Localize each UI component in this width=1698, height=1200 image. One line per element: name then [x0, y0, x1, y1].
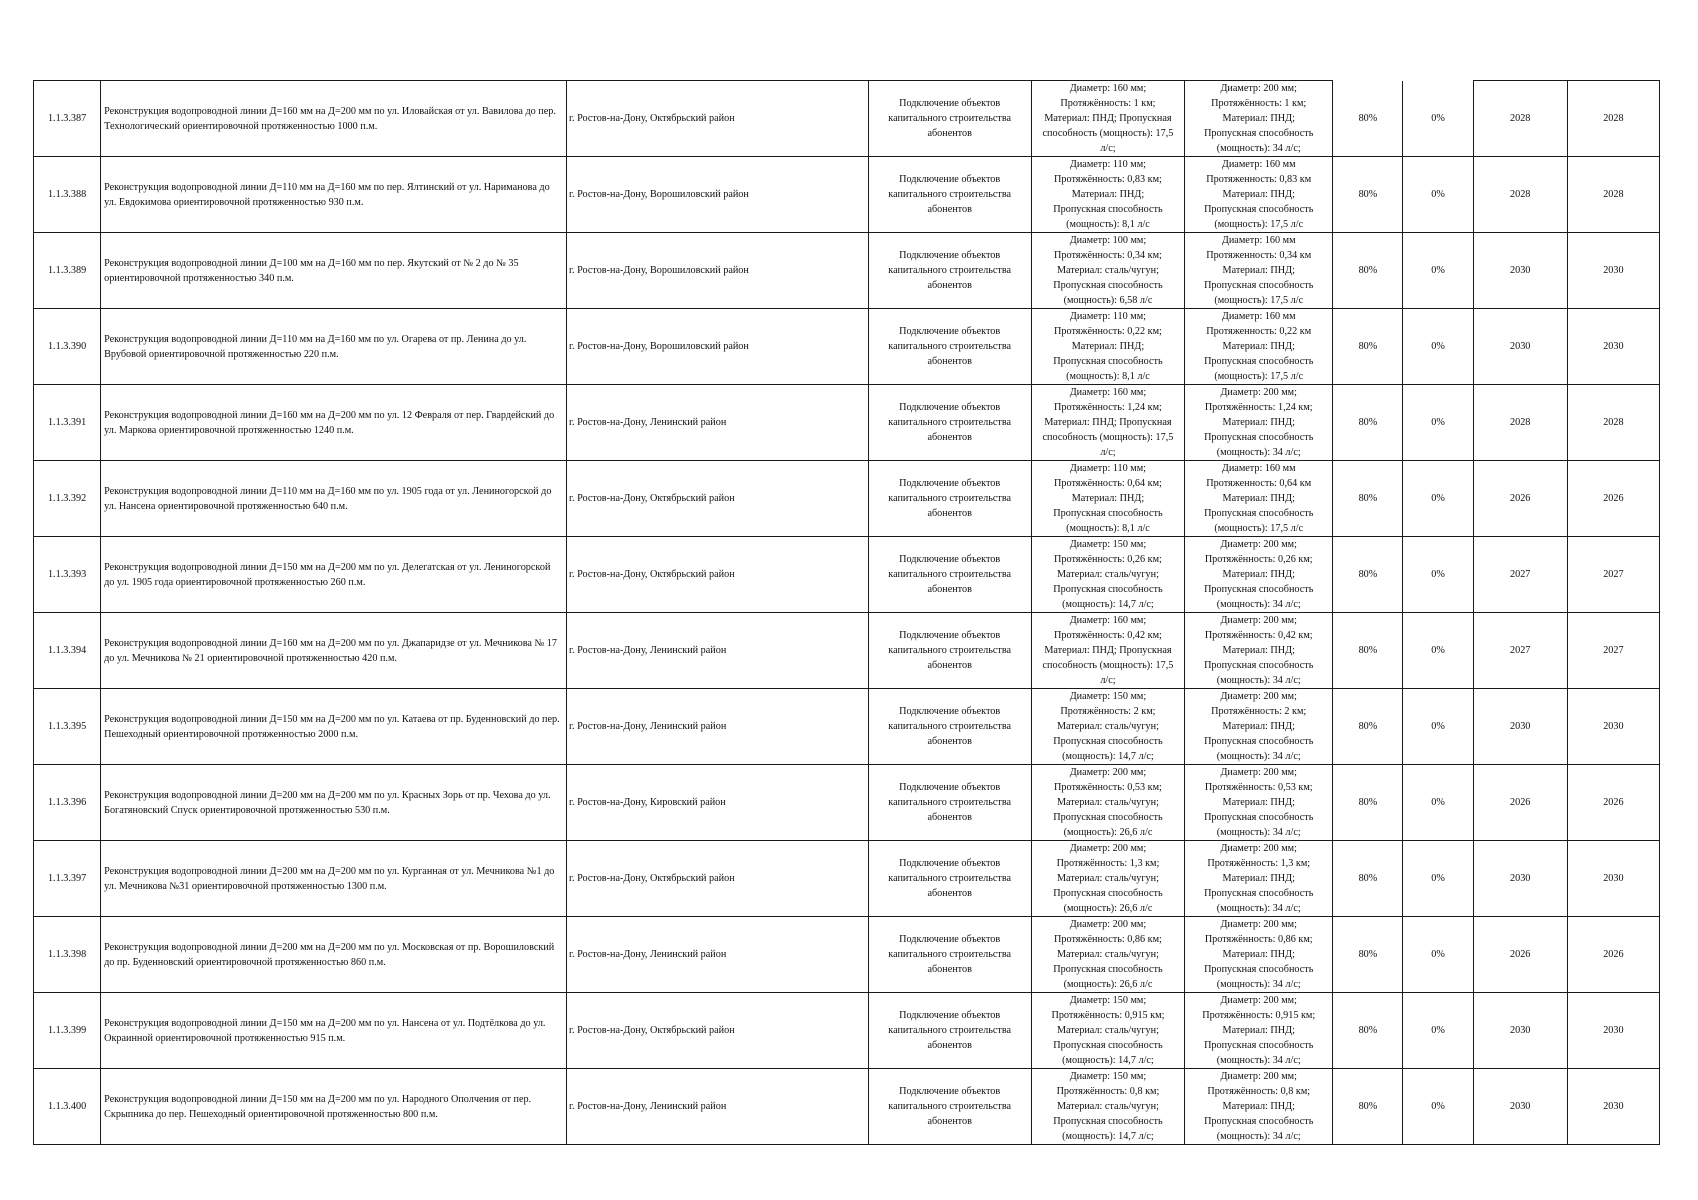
spec-line: л/с; — [1100, 447, 1116, 458]
spec-line: л/с; — [1100, 143, 1116, 154]
spec-after-cell — [1185, 537, 1333, 613]
project-name-cell: Реконструкция водопроводной линии Д=110 мм на Д=160 мм по пер. Ялтинский от ул. Нариманова до ул. Евдокимова ориентировочной протяженностью 930 п.м. — [101, 157, 567, 233]
spec-line: Материал: сталь/чугун; — [1056, 265, 1159, 276]
spec-line: Диаметр: 150 мм; — [1069, 995, 1147, 1006]
spec-line: Диаметр: 200 мм; — [1220, 919, 1297, 930]
spec-line: способность (мощность): 17,5 — [1042, 432, 1174, 443]
percent-2-cell: 0% — [1403, 689, 1473, 765]
purpose-cell: Подключение объектов капитального строительства абонентов — [868, 689, 1031, 765]
percent-1-cell: 80% — [1333, 461, 1403, 537]
project-name-cell: Реконструкция водопроводной линии Д=110 мм на Д=160 мм по ул. Огарева от пр. Ленина до ул. Врубовой ориентировочной протяженностью 220 п.м. — [101, 309, 567, 385]
spec-before-cell — [1031, 917, 1184, 993]
spec-line: Протяжённость: 1,3 км; — [1207, 858, 1311, 869]
spec-line: Пропускная способность — [1053, 356, 1163, 367]
purpose-cell: Подключение объектов капитального строительства абонентов — [868, 81, 1031, 157]
spec-line: Пропускная способность — [1204, 204, 1314, 215]
spec-line: Диаметр: 200 мм; — [1220, 539, 1297, 550]
spec-line: (мощность): 34 л/с; — [1216, 751, 1301, 762]
spec-line: Диаметр: 150 мм; — [1069, 1071, 1147, 1082]
spec-line: Протяжённость: 1 км; — [1060, 98, 1156, 109]
year-start-cell: 2030 — [1473, 233, 1567, 309]
location-cell: г. Ростов-на-Дону, Октябрьский район — [566, 81, 868, 157]
percent-2-cell: 0% — [1403, 385, 1473, 461]
year-end-cell: 2030 — [1567, 1069, 1659, 1145]
spec-line: Пропускная способность — [1053, 1116, 1163, 1127]
spec-line: Материал: ПНД; — [1071, 493, 1145, 504]
purpose-cell: Подключение объектов капитального строительства абонентов — [868, 157, 1031, 233]
spec-line: Пропускная способность — [1204, 280, 1314, 291]
year-start-cell: 2027 — [1473, 537, 1567, 613]
spec-line: Протяжённость: 0,34 км; — [1054, 250, 1162, 261]
spec-line: (мощность): 26,6 л/с — [1063, 979, 1153, 990]
spec-line: Протяжённость: 0,86 км; — [1204, 934, 1313, 945]
percent-2-cell: 0% — [1403, 993, 1473, 1069]
year-start-cell: 2028 — [1473, 157, 1567, 233]
table-row — [34, 537, 1660, 613]
year-start-cell: 2030 — [1473, 993, 1567, 1069]
spec-line: Диаметр: 200 мм; — [1220, 387, 1297, 398]
spec-line: (мощность): 34 л/с; — [1216, 675, 1301, 686]
spec-line: Диаметр: 110 мм; — [1069, 463, 1147, 474]
table-row — [34, 385, 1660, 461]
percent-1-cell: 80% — [1333, 233, 1403, 309]
spec-line: Протяжённость: 2 км; — [1211, 706, 1307, 717]
spec-before-cell — [1031, 461, 1184, 537]
spec-line: (мощность): 34 л/с; — [1216, 447, 1301, 458]
table-row — [34, 233, 1660, 309]
spec-before-cell — [1031, 385, 1184, 461]
year-start-cell: 2030 — [1473, 1069, 1567, 1145]
spec-line: Пропускная способность — [1204, 1040, 1314, 1051]
spec-line: Диаметр: 200 мм; — [1069, 919, 1147, 930]
spec-line: Материал: ПНД; — [1222, 341, 1295, 352]
spec-line: Диаметр: 150 мм; — [1069, 691, 1147, 702]
spec-line: Протяжённость: 1,24 км; — [1204, 402, 1313, 413]
spec-before-cell — [1031, 81, 1184, 157]
spec-before-cell — [1031, 993, 1184, 1069]
spec-line: Материал: ПНД; — [1222, 949, 1295, 960]
purpose-cell: Подключение объектов капитального строительства абонентов — [868, 461, 1031, 537]
spec-line: (мощность): 34 л/с; — [1216, 979, 1301, 990]
spec-line: Диаметр: 160 мм; — [1069, 615, 1147, 626]
row-number-cell: 1.1.3.391 — [34, 385, 101, 461]
row-number-cell: 1.1.3.395 — [34, 689, 101, 765]
spec-line: Материал: ПНД; — [1222, 1025, 1295, 1036]
location-cell: г. Ростов-на-Дону, Кировский район — [566, 765, 868, 841]
spec-line: Материал: ПНД; Пропускная — [1044, 645, 1172, 656]
spec-line: Протяжённость: 0,64 км; — [1054, 478, 1162, 489]
row-number-cell: 1.1.3.399 — [34, 993, 101, 1069]
spec-line: (мощность): 8,1 л/с — [1066, 523, 1150, 534]
percent-2-cell: 0% — [1403, 81, 1473, 157]
spec-after-cell — [1185, 233, 1333, 309]
spec-line: Протяжённость: 0,915 км; — [1202, 1010, 1316, 1021]
row-number-cell: 1.1.3.389 — [34, 233, 101, 309]
project-name-cell: Реконструкция водопроводной линии Д=110 мм на Д=160 мм по ул. 1905 года от ул. Лениногорской до ул. Нансена ориентировочной протяженностью 640 п.м. — [101, 461, 567, 537]
spec-line: Материал: ПНД; — [1222, 873, 1295, 884]
spec-after-cell — [1185, 157, 1333, 233]
spec-line: Материал: сталь/чугун; — [1056, 721, 1159, 732]
spec-line: Протяжённость: 0,42 км; — [1204, 630, 1313, 641]
percent-1-cell: 80% — [1333, 537, 1403, 613]
location-cell: г. Ростов-на-Дону, Ленинский район — [566, 385, 868, 461]
project-name-cell: Реконструкция водопроводной линии Д=160 мм на Д=200 мм по ул. 12 Февраля от пер. Гвардейский до ул. Маркова ориентировочной протяженностью 1240 п.м. — [101, 385, 567, 461]
table-row — [34, 461, 1660, 537]
row-number-cell: 1.1.3.390 — [34, 309, 101, 385]
spec-line: Диаметр: 200 мм; — [1220, 691, 1297, 702]
percent-2-cell: 0% — [1403, 233, 1473, 309]
row-number-cell: 1.1.3.396 — [34, 765, 101, 841]
table-row — [34, 689, 1660, 765]
spec-line: Протяжённость: 0,53 км; — [1054, 782, 1162, 793]
year-end-cell: 2030 — [1567, 233, 1659, 309]
spec-before-cell — [1031, 841, 1184, 917]
spec-line: (мощность): 34 л/с; — [1216, 903, 1301, 914]
spec-after-cell — [1185, 841, 1333, 917]
location-cell: г. Ростов-на-Дону, Ленинский район — [566, 1069, 868, 1145]
spec-line: Протяжённость: 1,24 км; — [1054, 402, 1162, 413]
purpose-cell: Подключение объектов капитального строительства абонентов — [868, 765, 1031, 841]
spec-line: Протяжённость: 0,22 км; — [1054, 326, 1162, 337]
spec-before-cell — [1031, 157, 1184, 233]
spec-line: Протяжённость: 2 км; — [1060, 706, 1156, 717]
table-body — [34, 81, 1660, 1145]
table-row — [34, 993, 1660, 1069]
spec-line: (мощность): 34 л/с; — [1216, 1055, 1301, 1066]
spec-line: Пропускная способность — [1204, 1116, 1314, 1127]
percent-1-cell: 80% — [1333, 765, 1403, 841]
spec-line: Пропускная способность — [1053, 812, 1163, 823]
spec-line: Материал: сталь/чугун; — [1056, 1025, 1159, 1036]
spec-line: Протяженность: 0,34 км — [1206, 250, 1312, 261]
percent-2-cell: 0% — [1403, 1069, 1473, 1145]
spec-before-cell — [1031, 537, 1184, 613]
spec-line: (мощность): 34 л/с; — [1216, 599, 1301, 610]
spec-line: способность (мощность): 17,5 — [1042, 128, 1174, 139]
spec-line: Диаметр: 200 мм; — [1220, 767, 1297, 778]
spec-before-cell — [1031, 689, 1184, 765]
spec-line: Материал: ПНД; Пропускная — [1044, 417, 1172, 428]
spec-line: Протяжённость: 0,83 км; — [1054, 174, 1162, 185]
table-row — [34, 917, 1660, 993]
percent-2-cell: 0% — [1403, 765, 1473, 841]
table-row — [34, 81, 1660, 157]
percent-1-cell: 80% — [1333, 613, 1403, 689]
spec-after-cell — [1185, 917, 1333, 993]
spec-line: Пропускная способность — [1204, 584, 1314, 595]
percent-2-cell: 0% — [1403, 917, 1473, 993]
spec-line: Диаметр: 160 мм — [1221, 235, 1296, 246]
spec-line: Материал: сталь/чугун; — [1056, 797, 1159, 808]
year-start-cell: 2027 — [1473, 613, 1567, 689]
table-row — [34, 1069, 1660, 1145]
spec-line: Материал: ПНД; — [1222, 189, 1295, 200]
purpose-cell: Подключение объектов капитального строительства абонентов — [868, 385, 1031, 461]
spec-line: Пропускная способность — [1204, 964, 1314, 975]
year-end-cell: 2028 — [1567, 157, 1659, 233]
project-name-cell: Реконструкция водопроводной линии Д=150 мм на Д=200 мм по ул. Делегатская от ул. Лениногорской до ул. 1905 года ориентировочной протяженностью 260 п.м. — [101, 537, 567, 613]
spec-line: Материал: ПНД; Пропускная — [1044, 113, 1172, 124]
spec-line: Материал: ПНД; — [1071, 189, 1145, 200]
project-name-cell: Реконструкция водопроводной линии Д=160 мм на Д=200 мм по ул. Джапаридзе от ул. Мечникова № 17 до ул. Мечникова № 21 ориентировочной протяженностью 420 п.м. — [101, 613, 567, 689]
year-start-cell: 2030 — [1473, 841, 1567, 917]
percent-1-cell: 80% — [1333, 993, 1403, 1069]
location-cell: г. Ростов-на-Дону, Ленинский район — [566, 917, 868, 993]
spec-line: (мощность): 34 л/с; — [1216, 1131, 1301, 1142]
spec-line: Пропускная способность — [1204, 812, 1314, 823]
percent-1-cell: 80% — [1333, 385, 1403, 461]
row-number-cell: 1.1.3.394 — [34, 613, 101, 689]
year-start-cell: 2026 — [1473, 765, 1567, 841]
spec-line: Пропускная способность — [1204, 128, 1314, 139]
spec-line: Протяжённость: 0,8 км; — [1056, 1086, 1160, 1097]
row-number-cell: 1.1.3.400 — [34, 1069, 101, 1145]
spec-line: Пропускная способность — [1204, 736, 1314, 747]
spec-line: Протяженность: 0,83 км — [1206, 174, 1312, 185]
year-end-cell: 2028 — [1567, 385, 1659, 461]
year-end-cell: 2027 — [1567, 537, 1659, 613]
spec-line: способность (мощность): 17,5 — [1042, 660, 1174, 671]
spec-line: Протяжённость: 1 км; — [1211, 98, 1307, 109]
spec-line: Материал: сталь/чугун; — [1056, 949, 1159, 960]
location-cell: г. Ростов-на-Дону, Октябрьский район — [566, 461, 868, 537]
spec-before-cell — [1031, 1069, 1184, 1145]
spec-line: Протяжённость: 0,26 км; — [1054, 554, 1162, 565]
row-number-cell: 1.1.3.398 — [34, 917, 101, 993]
spec-line: Протяжённость: 0,8 км; — [1207, 1086, 1311, 1097]
spec-line: Диаметр: 150 мм; — [1069, 539, 1147, 550]
row-number-cell: 1.1.3.387 — [34, 81, 101, 157]
spec-line: (мощность): 14,7 л/с; — [1062, 599, 1154, 610]
spec-line: Материал: ПНД; — [1222, 645, 1295, 656]
spec-after-cell — [1185, 765, 1333, 841]
spec-line: Пропускная способность — [1204, 660, 1314, 671]
table-row — [34, 765, 1660, 841]
spec-after-cell — [1185, 613, 1333, 689]
spec-line: (мощность): 8,1 л/с — [1066, 371, 1150, 382]
spec-line: Материал: ПНД; — [1071, 341, 1145, 352]
spec-line: (мощность): 8,1 л/с — [1066, 219, 1150, 230]
spec-line: Диаметр: 200 мм; — [1220, 1071, 1297, 1082]
percent-2-cell: 0% — [1403, 841, 1473, 917]
spec-line: Пропускная способность — [1053, 736, 1163, 747]
spec-line: Материал: сталь/чугун; — [1056, 569, 1159, 580]
spec-after-cell — [1185, 385, 1333, 461]
purpose-cell: Подключение объектов капитального строительства абонентов — [868, 917, 1031, 993]
spec-after-cell — [1185, 1069, 1333, 1145]
percent-1-cell: 80% — [1333, 309, 1403, 385]
spec-line: (мощность): 34 л/с; — [1216, 827, 1301, 838]
project-name-cell: Реконструкция водопроводной линии Д=200 мм на Д=200 мм по ул. Московская от пр. Ворошиловский до пр. Буденновский ориентировочной протяженностью 860 п.м. — [101, 917, 567, 993]
spec-line: Протяженность: 0,22 км — [1206, 326, 1312, 337]
percent-1-cell: 80% — [1333, 157, 1403, 233]
year-end-cell: 2026 — [1567, 917, 1659, 993]
percent-2-cell: 0% — [1403, 309, 1473, 385]
purpose-cell: Подключение объектов капитального строительства абонентов — [868, 233, 1031, 309]
row-number-cell: 1.1.3.393 — [34, 537, 101, 613]
spec-before-cell — [1031, 613, 1184, 689]
purpose-cell: Подключение объектов капитального строительства абонентов — [868, 1069, 1031, 1145]
spec-line: Пропускная способность — [1053, 508, 1163, 519]
spec-line: Диаметр: 160 мм — [1221, 463, 1296, 474]
spec-line: Диаметр: 200 мм; — [1220, 83, 1297, 94]
spec-line: Протяжённость: 0,42 км; — [1054, 630, 1162, 641]
year-end-cell: 2030 — [1567, 841, 1659, 917]
year-start-cell: 2026 — [1473, 917, 1567, 993]
percent-1-cell: 80% — [1333, 81, 1403, 157]
spec-line: Пропускная способность — [1053, 1040, 1163, 1051]
year-end-cell: 2030 — [1567, 309, 1659, 385]
spec-line: Пропускная способность — [1204, 888, 1314, 899]
spec-line: (мощность): 6,58 л/с — [1063, 295, 1153, 306]
spec-line: (мощность): 17,5 л/с — [1214, 371, 1304, 382]
year-start-cell: 2030 — [1473, 309, 1567, 385]
spec-line: Диаметр: 160 мм; — [1069, 83, 1147, 94]
year-end-cell: 2028 — [1567, 81, 1659, 157]
spec-line: Протяжённость: 0,86 км; — [1054, 934, 1162, 945]
spec-line: Материал: ПНД; — [1222, 721, 1295, 732]
spec-before-cell — [1031, 765, 1184, 841]
spec-line: Диаметр: 160 мм — [1221, 311, 1296, 322]
spec-line: (мощность): 14,7 л/с; — [1062, 1131, 1154, 1142]
spec-line: Диаметр: 100 мм; — [1069, 235, 1147, 246]
investment-program-table — [33, 80, 1660, 1145]
project-name-cell: Реконструкция водопроводной линии Д=200 мм на Д=200 мм по ул. Курганная от ул. Мечникова №1 до ул. Мечникова №31 ориентировочной протяженностью 1300 п.м. — [101, 841, 567, 917]
percent-2-cell: 0% — [1403, 537, 1473, 613]
spec-line: Диаметр: 160 мм — [1221, 159, 1296, 170]
spec-line: Диаметр: 200 мм; — [1069, 843, 1147, 854]
spec-line: Материал: ПНД; — [1222, 493, 1295, 504]
spec-line: Материал: ПНД; — [1222, 113, 1295, 124]
spec-line: Протяжённость: 0,915 км; — [1051, 1010, 1165, 1021]
location-cell: г. Ростов-на-Дону, Ленинский район — [566, 689, 868, 765]
spec-line: Диаметр: 160 мм; — [1069, 387, 1147, 398]
row-number-cell: 1.1.3.388 — [34, 157, 101, 233]
spec-line: Пропускная способность — [1053, 280, 1163, 291]
project-name-cell: Реконструкция водопроводной линии Д=160 мм на Д=200 мм по ул. Иловайская от ул. Вавилова до пер. Технологический ориентировочной протяженностью 1000 п.м. — [101, 81, 567, 157]
year-start-cell: 2026 — [1473, 461, 1567, 537]
percent-2-cell: 0% — [1403, 157, 1473, 233]
purpose-cell: Подключение объектов капитального строительства абонентов — [868, 613, 1031, 689]
location-cell: г. Ростов-на-Дону, Октябрьский район — [566, 841, 868, 917]
spec-after-cell — [1185, 689, 1333, 765]
spec-line: Пропускная способность — [1053, 888, 1163, 899]
project-name-cell: Реконструкция водопроводной линии Д=150 мм на Д=200 мм по ул. Нансена от ул. Подтёлкова до ул. Окраинной ориентировочной протяженностью 915 п.м. — [101, 993, 567, 1069]
spec-line: (мощность): 17,5 л/с — [1214, 523, 1304, 534]
spec-line: Диаметр: 110 мм; — [1069, 159, 1147, 170]
percent-2-cell: 0% — [1403, 613, 1473, 689]
spec-line: Материал: ПНД; — [1222, 797, 1295, 808]
spec-line: Диаметр: 200 мм; — [1220, 843, 1297, 854]
year-end-cell: 2030 — [1567, 689, 1659, 765]
spec-line: (мощность): 26,6 л/с — [1063, 827, 1153, 838]
spec-line: Пропускная способность — [1053, 964, 1163, 975]
year-end-cell: 2030 — [1567, 993, 1659, 1069]
location-cell: г. Ростов-на-Дону, Ворошиловский район — [566, 157, 868, 233]
spec-line: Материал: ПНД; — [1222, 265, 1295, 276]
year-start-cell: 2030 — [1473, 689, 1567, 765]
spec-after-cell — [1185, 993, 1333, 1069]
spec-line: (мощность): 17,5 л/с — [1214, 219, 1304, 230]
location-cell: г. Ростов-на-Дону, Октябрьский район — [566, 993, 868, 1069]
spec-line: Материал: ПНД; — [1222, 417, 1295, 428]
percent-1-cell: 80% — [1333, 917, 1403, 993]
project-name-cell: Реконструкция водопроводной линии Д=200 мм на Д=200 мм по ул. Красных Зорь от пр. Чехова до ул. Богатяновский Спуск ориентировочной протяженностью 530 п.м. — [101, 765, 567, 841]
table-row — [34, 841, 1660, 917]
purpose-cell: Подключение объектов капитального строительства абонентов — [868, 537, 1031, 613]
purpose-cell: Подключение объектов капитального строительства абонентов — [868, 993, 1031, 1069]
spec-line: Протяжённость: 0,26 км; — [1204, 554, 1313, 565]
purpose-cell: Подключение объектов капитального строительства абонентов — [868, 309, 1031, 385]
project-name-cell: Реконструкция водопроводной линии Д=100 мм на Д=160 мм по пер. Якутский от № 2 до № 35 ориентировочной протяженностью 340 п.м. — [101, 233, 567, 309]
spec-line: Пропускная способность — [1204, 508, 1314, 519]
spec-line: Диаметр: 200 мм; — [1069, 767, 1147, 778]
table-row — [34, 613, 1660, 689]
spec-line: (мощность): 26,6 л/с — [1063, 903, 1153, 914]
percent-1-cell: 80% — [1333, 1069, 1403, 1145]
percent-1-cell: 80% — [1333, 689, 1403, 765]
spec-line: Диаметр: 200 мм; — [1220, 995, 1297, 1006]
spec-line: Пропускная способность — [1204, 432, 1314, 443]
spec-line: Материал: ПНД; — [1222, 1101, 1295, 1112]
spec-line: (мощность): 34 л/с; — [1216, 143, 1301, 154]
spec-line: Материал: ПНД; — [1222, 569, 1295, 580]
location-cell: г. Ростов-на-Дону, Ленинский район — [566, 613, 868, 689]
project-name-cell: Реконструкция водопроводной линии Д=150 мм на Д=200 мм по ул. Катаева от пр. Буденновский до пер. Пешеходный ориентировочной протяженностью 2000 п.м. — [101, 689, 567, 765]
spec-before-cell — [1031, 233, 1184, 309]
spec-line: Пропускная способность — [1204, 356, 1314, 367]
spec-line: Материал: сталь/чугун; — [1056, 873, 1159, 884]
spec-after-cell — [1185, 309, 1333, 385]
year-end-cell: 2026 — [1567, 765, 1659, 841]
year-end-cell: 2026 — [1567, 461, 1659, 537]
project-name-cell: Реконструкция водопроводной линии Д=150 мм на Д=200 мм по ул. Народного Ополчения от пер. Скрыпника до пер. Пешеходный ориентировочной протяженностью 800 п.м. — [101, 1069, 567, 1145]
row-number-cell: 1.1.3.392 — [34, 461, 101, 537]
spec-line: (мощность): 14,7 л/с; — [1062, 1055, 1154, 1066]
spec-line: Диаметр: 110 мм; — [1069, 311, 1147, 322]
year-end-cell: 2027 — [1567, 613, 1659, 689]
location-cell: г. Ростов-на-Дону, Октябрьский район — [566, 537, 868, 613]
table-row — [34, 157, 1660, 233]
year-start-cell: 2028 — [1473, 81, 1567, 157]
year-start-cell: 2028 — [1473, 385, 1567, 461]
spec-line: Протяжённость: 0,53 км; — [1204, 782, 1313, 793]
spec-after-cell — [1185, 461, 1333, 537]
spec-line: (мощность): 14,7 л/с; — [1062, 751, 1154, 762]
spec-line: Диаметр: 200 мм; — [1220, 615, 1297, 626]
spec-line: Протяженность: 0,64 км — [1206, 478, 1312, 489]
location-cell: г. Ростов-на-Дону, Ворошиловский район — [566, 233, 868, 309]
percent-2-cell: 0% — [1403, 461, 1473, 537]
spec-line: Пропускная способность — [1053, 584, 1163, 595]
spec-line: л/с; — [1100, 675, 1116, 686]
location-cell: г. Ростов-на-Дону, Ворошиловский район — [566, 309, 868, 385]
spec-line: Материал: сталь/чугун; — [1056, 1101, 1159, 1112]
table-row — [34, 309, 1660, 385]
spec-after-cell — [1185, 81, 1333, 157]
spec-line: Пропускная способность — [1053, 204, 1163, 215]
spec-line: (мощность): 17,5 л/с — [1214, 295, 1304, 306]
spec-line: Протяжённость: 1,3 км; — [1056, 858, 1160, 869]
purpose-cell: Подключение объектов капитального строительства абонентов — [868, 841, 1031, 917]
percent-1-cell: 80% — [1333, 841, 1403, 917]
row-number-cell: 1.1.3.397 — [34, 841, 101, 917]
spec-before-cell — [1031, 309, 1184, 385]
